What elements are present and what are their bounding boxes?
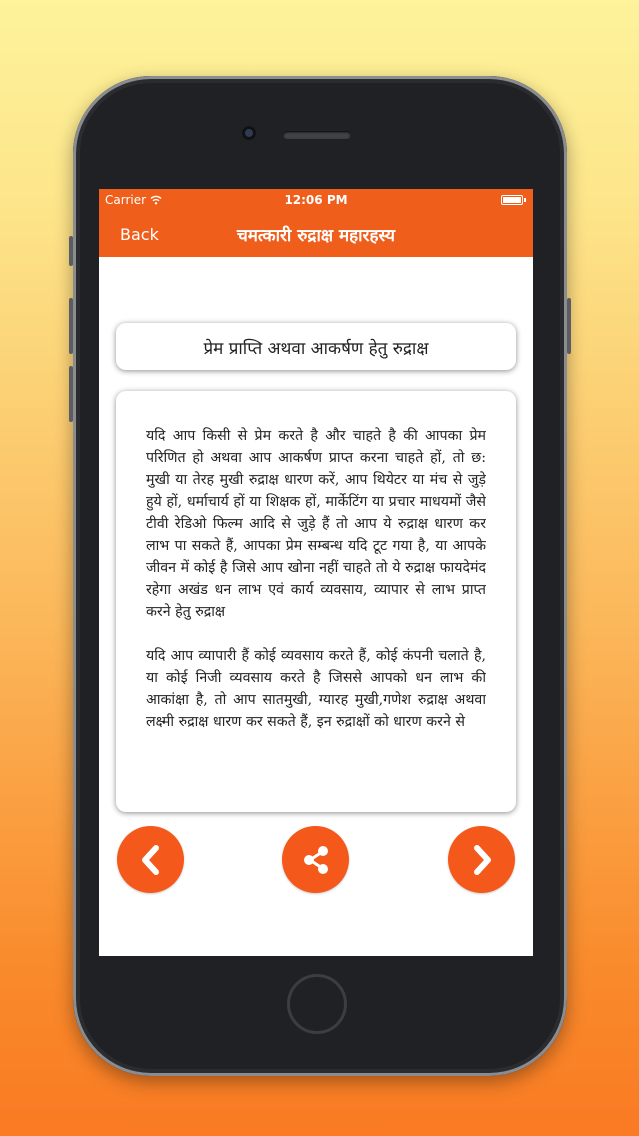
status-time: 12:06 PM (284, 193, 348, 207)
next-button[interactable] (448, 826, 515, 893)
battery-icon (501, 195, 523, 205)
navigation-bar (99, 211, 533, 257)
heading-card (116, 323, 516, 370)
article-paragraph: यदि आप व्यापारी हैं कोई व्यवसाय करते हैं, कोई कंपनी चलाते है, या कोई निजी व्यवसाय करते है जिससे आपको धन लाभ की आकांक्षा है, तो आप सातमुखी, ग्यारह मुखी,गणेश रुद्राक्ष अथवा लक्ष्मी रुद्राक्ष धारण कर सकते हैं, इन रुद्राक्षों को धारण करने से (146, 648, 486, 730)
phone-power-button (567, 298, 571, 354)
status-bar (99, 189, 533, 211)
front-camera (242, 126, 256, 140)
phone-volume-up (69, 298, 73, 354)
earpiece-speaker (283, 131, 351, 139)
back-button[interactable]: Back (120, 225, 159, 244)
chevron-right-icon (468, 843, 496, 877)
share-icon (299, 843, 333, 877)
previous-button[interactable] (117, 826, 184, 893)
content-card[interactable] (116, 391, 516, 812)
page-title: चमत्कारी रुद्राक्ष महारहस्य (236, 226, 396, 246)
article-heading: प्रेम प्राप्ति अथवा आकर्षण हेतु रुद्राक्ष (203, 339, 429, 359)
chevron-left-icon (137, 843, 165, 877)
app-screen (99, 189, 533, 956)
share-button[interactable] (282, 826, 349, 893)
article-paragraph: यदि आप किसी से प्रेम करते है और चाहते है की आपका प्रेम परिणित हो अथवा आप आकर्षण प्राप्त करना चाहते हों, तो छ: मुखी या तेरह मुखी रुद्राक्ष धारण करें, आप थियेटर या मंच से जुड़े हुये हों, धर्माचार्य हों या शिक्षक हों, मार्केटिंग या प्रचार माधयमों जैसे टीवी रेडिओ फिल्म आदि से जुड़े हैं तो आप ये रुद्राक्ष धारण कर लाभ पा सकते हैं, आपका प्रेम सम्बन्ध यदि टूट गया है, या आपके जीवन में कोई है जिसे आप खोना नहीं चाहते तो ये रुद्राक्ष फायदेमंद रहेगा अखंड धन लाभ एवं कार्य व्यवसाय, व्यापार से लाभ प्राप्त करने हेतु रुद्राक्ष (146, 428, 486, 620)
phone-side-button (69, 236, 73, 266)
carrier-label: Carrier (105, 193, 147, 207)
home-button[interactable] (287, 974, 347, 1034)
phone-volume-down (69, 366, 73, 422)
article-body[interactable] (146, 425, 486, 793)
